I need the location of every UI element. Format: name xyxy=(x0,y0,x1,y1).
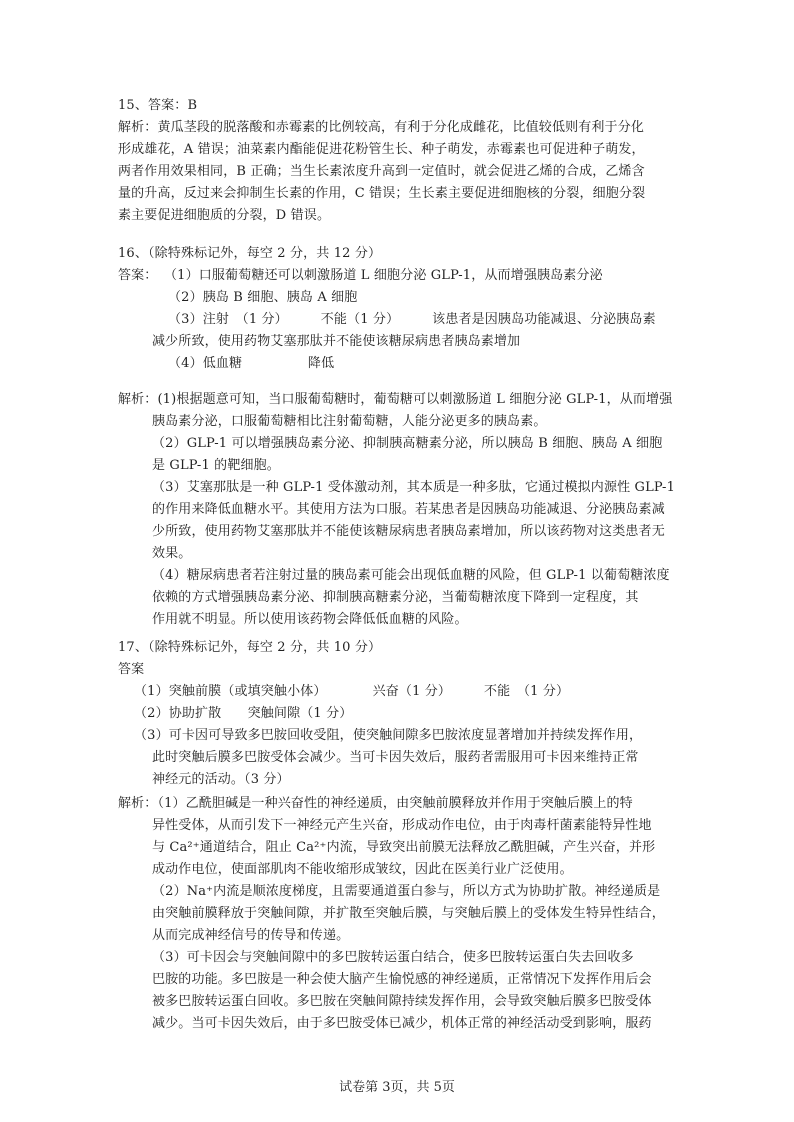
q17-analysis-line: 从而完成神经信号的传导和传递。 xyxy=(152,928,350,943)
q17-analysis-line: 减少。当可卡因失效后，由于多巴胺受体已减少，机体正常的神经活动受到影响，服药 xyxy=(152,1016,652,1031)
q15-analysis-line: 素主要促进细胞质的分裂，D 错误。 xyxy=(118,208,331,223)
q15-title: 15、答案：B xyxy=(118,98,198,113)
q16-analysis-line: 效果。 xyxy=(152,546,192,561)
q17-answer-line: 神经元的活动。（3 分） xyxy=(152,772,290,787)
q17-analysis-line: 解析：（1）乙酰胆碱是一种兴奋性的神经递质，由突触前膜释放并作用于突触后膜上的特 xyxy=(118,796,633,811)
page-footer: 试卷第 3页，共 5页 xyxy=(339,1080,455,1095)
q16-analysis-line: 作用就不明显。所以使用该药物会降低低血糖的风险。 xyxy=(152,612,468,627)
q17-title: 17、（除特殊标记外，每空 2 分，共 10 分） xyxy=(118,640,382,655)
q16-answer-line: （4）低血糖 降低 xyxy=(168,356,335,371)
q17-analysis-line: 与 Ca²⁺通道结合，阻止 Ca²⁺内流，导致突出前膜无法释放乙酰胆碱，产生兴奋，并形 xyxy=(152,840,656,855)
q17-answer-line: 此时突触后膜多巴胺受体会减少。当可卡因失效后，服药者需服用可卡因来维持正常 xyxy=(152,750,639,765)
q15-analysis-line: 两者作用效果相同，B 正确；当生长素浓度升高到一定值时，就会促进乙烯的合成，乙烯含 xyxy=(118,164,645,179)
q17-answer-label: 答案 xyxy=(118,662,145,677)
q16-answer-line: （3）注射 （1 分） 不能（1 分） 该患者是因胰岛功能减退、分泌胰岛素 xyxy=(168,312,656,327)
q16-answer-line: （1）口服葡萄糖还可以刺激肠道 L 细胞分泌 GLP-1，从而增强胰岛素分泌 xyxy=(164,268,603,283)
q17-answer-line: （2）协助扩散 突触间隙（1 分） xyxy=(134,706,353,721)
q16-analysis-line: （4）糖尿病患者若注射过量的胰岛素可能会出现低血糖的风险，但 GLP-1 以葡萄糖浓度 xyxy=(152,568,670,583)
q16-title: 16、（除特殊标记外，每空 2 分，共 12 分） xyxy=(118,246,382,261)
q16-analysis-line: 依赖的方式增强胰岛素分泌、抑制胰高糖素分泌，当葡萄糖浓度下降到一定程度，其 xyxy=(152,590,639,605)
q17-answer-line: （3）可卡因可导致多巴胺回收受阻，使突触间隙多巴胺浓度显著增加并持续发挥作用， xyxy=(134,728,643,743)
q16-analysis-line: 胰岛素分泌，口服葡萄糖相比注射葡萄糖，人能分泌更多的胰岛素。 xyxy=(152,414,547,429)
q15-analysis-line: 量的升高，反过来会抑制生长素的作用，C 错误；生长素主要促进细胞核的分裂，细胞分裂 xyxy=(118,186,646,201)
q16-answer-line: 减少所致，使用药物艾塞那肽并不能使该糖尿病患者胰岛素增加 xyxy=(152,334,521,349)
q16-analysis-line: 少所致，使用药物艾塞那肽并不能使该糖尿病患者胰岛素增加，所以该药物对这类患者无 xyxy=(152,524,665,539)
q17-analysis-line: （3）可卡因会与突触间隙中的多巴胺转运蛋白结合，使多巴胺转运蛋白失去回收多 xyxy=(152,950,634,965)
q16-analysis-line: 解析：(1)根据题意可知，当口服葡萄糖时，葡萄糖可以刺激肠道 L 细胞分泌 GLP-1，从而增强 xyxy=(118,392,673,407)
q17-analysis-line: 由突触前膜释放于突触间隙，并扩散至突触后膜，与突触后膜上的受体发生特异性结合， xyxy=(152,906,665,921)
q17-answer-line: （1）突触前膜（或填突触小体） 兴奋（1 分） 不能 （1 分） xyxy=(134,684,570,699)
q15-analysis-line: 解析：黄瓜茎段的脱落酸和赤霉素的比例较高，有利于分化成雌花，比值较低则有利于分化 xyxy=(118,120,645,135)
q16-analysis-line: （3）艾塞那肽是一种 GLP-1 受体激动剂，其本质是一种多肽，它通过模拟内源性 GLP-1 xyxy=(152,480,676,495)
q17-analysis-line: （2）Na⁺内流是顺浓度梯度，且需要通道蛋白参与，所以方式为协助扩散。神经递质是 xyxy=(152,884,661,899)
q16-answer-line: （2）胰岛 B 细胞、胰岛 A 细胞 xyxy=(168,290,358,305)
q17-analysis-line: 异性受体，从而引发下一神经元产生兴奋，形成动作电位，由于肉毒杆菌素能特异性地 xyxy=(152,818,652,833)
q16-analysis-line: （2）GLP-1 可以增强胰岛素分泌、抑制胰高糖素分泌，所以胰岛 B 细胞、胰岛 A 细胞 xyxy=(152,436,663,451)
q16-analysis-line: 是 GLP-1 的靶细胞。 xyxy=(152,458,280,473)
q15-analysis-line: 形成雄花，A 错误；油菜素内酯能促进花粉管生长、种子萌发，赤霉素也可促进种子萌发， xyxy=(118,142,645,157)
q17-analysis-line: 巴胺的功能。多巴胺是一种会使大脑产生愉悦感的神经递质，正常情况下发挥作用后会 xyxy=(152,972,652,987)
q17-analysis-line: 被多巴胺转运蛋白回收。多巴胺在突触间隙持续发挥作用，会导致突触后膜多巴胺受体 xyxy=(152,994,652,1009)
q16-analysis-line: 的作用来降低血糖水平。其使用方法为口服。若某患者是因胰岛功能减退、分泌胰岛素减 xyxy=(152,502,665,517)
q16-answer-label: 答案： xyxy=(118,268,158,283)
q17-analysis-line: 成动作电位，使面部肌肉不能收缩形成皱纹，因此在医美行业广泛使用。 xyxy=(152,862,573,877)
